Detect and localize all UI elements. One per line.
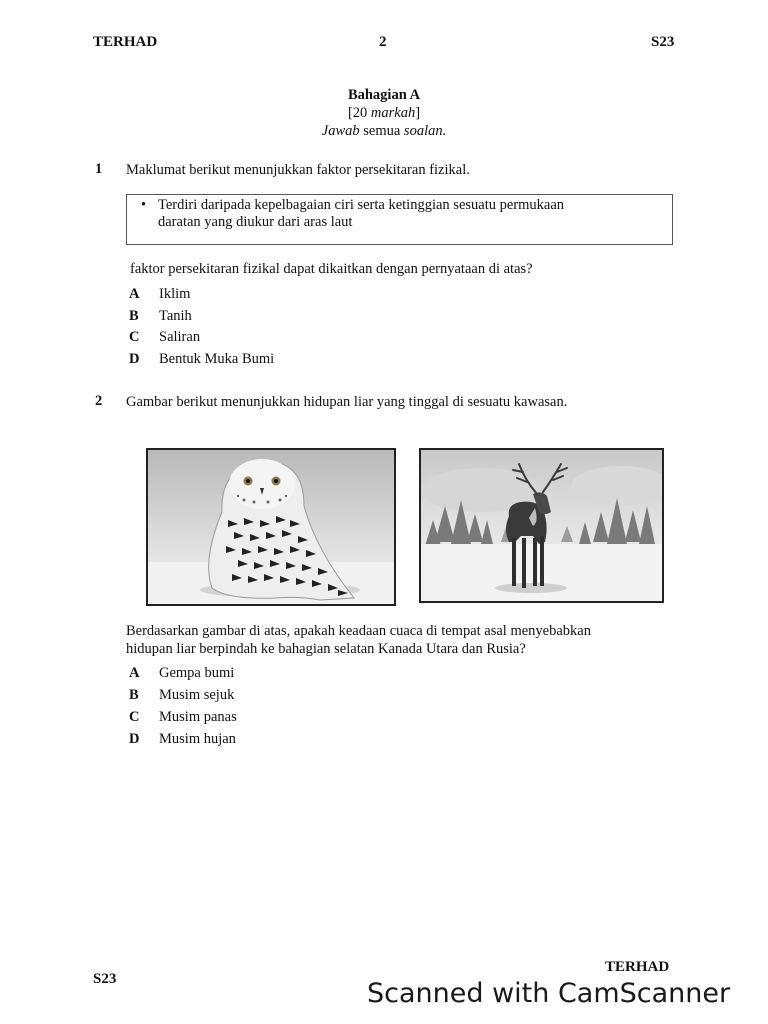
- option-text: Musim sejuk: [159, 687, 235, 703]
- question-2-text-line-1: Berdasarkan gambar di atas, apakah keadaan cuaca di tempat asal menyebabkan: [126, 623, 591, 639]
- option-text: Gempa bumi: [159, 665, 235, 681]
- footer-code: S23: [93, 971, 117, 987]
- section-title: Bahagian A: [347, 87, 421, 103]
- info-box-line-1: Terdiri daripada kepelbagaian ciri serta ketinggian sesuatu permukaan: [158, 197, 565, 213]
- question-2-text-line-2: hidupan liar berpindah ke bahagian selatan Kanada Utara dan Rusia?: [126, 641, 526, 657]
- option-text: Iklim: [159, 286, 191, 302]
- option-text: Bentuk Muka Bumi: [159, 351, 275, 367]
- option-text: Musim hujan: [159, 731, 236, 747]
- option-letter: B: [129, 308, 139, 324]
- footer-label: TERHAD: [605, 959, 670, 975]
- option-letter: C: [129, 329, 140, 345]
- header-right-code: S23: [651, 34, 675, 50]
- option-text: Tanih: [159, 308, 192, 324]
- option-letter: A: [129, 286, 140, 302]
- section-instruction: Jawab semua soalan.: [321, 123, 447, 139]
- section-marks: [20 markah]: [347, 105, 421, 121]
- camscanner-watermark: Scanned with CamScanner: [367, 978, 731, 1009]
- question-1-info-box: [126, 194, 673, 245]
- question-1-stem: Maklumat berikut menunjukkan faktor persekitaran fizikal.: [126, 162, 470, 178]
- option-text: Saliran: [159, 329, 201, 345]
- option-letter: C: [129, 709, 140, 725]
- snowy-owl-image: [148, 450, 394, 604]
- question-1-text: faktor persekitaran fizikal dapat dikaitkan dengan pernyataan di atas?: [130, 261, 533, 277]
- section-heading: [234, 86, 534, 140]
- option-letter: D: [129, 351, 140, 367]
- option-letter: D: [129, 731, 140, 747]
- page-number: 2: [379, 34, 387, 50]
- question-2-stem: Gambar berikut menunjukkan hidupan liar yang tinggal di sesuatu kawasan.: [126, 394, 568, 410]
- info-box-line-2: daratan yang diukur dari aras laut: [158, 214, 353, 230]
- snowy-owl-photo: [146, 448, 396, 606]
- header-left-label: TERHAD: [93, 34, 158, 50]
- question-1-number: 1: [95, 161, 103, 177]
- bullet-icon: •: [141, 197, 147, 213]
- reindeer-image: [421, 450, 662, 601]
- option-text: Musim panas: [159, 709, 237, 725]
- question-2-number: 2: [95, 393, 103, 409]
- option-letter: B: [129, 687, 139, 703]
- reindeer-photo: [419, 448, 664, 603]
- option-letter: A: [129, 665, 140, 681]
